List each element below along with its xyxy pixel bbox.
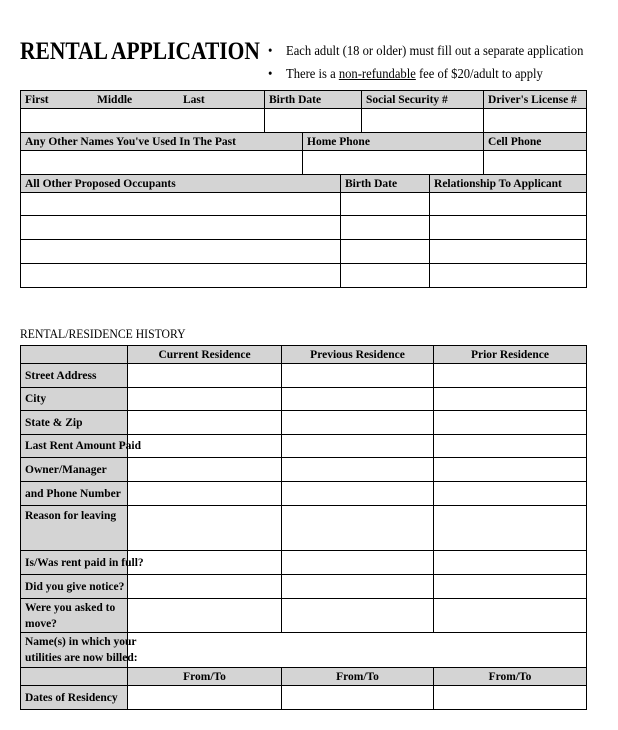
- last-label: Last: [183, 93, 205, 106]
- previous-rent-paid-field[interactable]: [282, 551, 434, 575]
- current-residence-header: Current Residence: [128, 346, 282, 364]
- previous-last-rent-field[interactable]: [282, 435, 434, 458]
- current-asked-field[interactable]: [128, 599, 282, 633]
- current-phone-field[interactable]: [128, 482, 282, 506]
- occupant-birth-date-header: Birth Date: [341, 175, 430, 193]
- from-to-corner: [21, 668, 128, 686]
- occupant-birth-field[interactable]: [341, 240, 430, 264]
- instructions-list: [268, 40, 618, 86]
- bullet-icon: •: [268, 44, 273, 59]
- instruction-emphasis: non-refundable: [338, 67, 416, 82]
- current-rent-paid-field[interactable]: [128, 551, 282, 575]
- previous-dates-field[interactable]: [282, 686, 434, 710]
- occupant-relationship-field[interactable]: [430, 264, 587, 288]
- corner-cell: [21, 346, 128, 364]
- section-title: RENTAL/RESIDENCE HISTORY: [20, 326, 186, 341]
- license-field[interactable]: [484, 109, 587, 133]
- prior-asked-field[interactable]: [434, 599, 587, 633]
- instruction-text: fee of $20/adult to apply: [415, 67, 543, 82]
- current-reason-field[interactable]: [128, 506, 282, 551]
- asked-to-move-line: move?: [25, 617, 57, 630]
- owner-label: Owner/Manager: [21, 458, 128, 482]
- first-label: First: [25, 93, 49, 106]
- current-notice-field[interactable]: [128, 575, 282, 599]
- previous-phone-field[interactable]: [282, 482, 434, 506]
- other-names-field[interactable]: [21, 151, 303, 175]
- current-last-rent-field[interactable]: [128, 435, 282, 458]
- previous-from-to-header: From/To: [282, 668, 434, 686]
- utilities-line: Name(s) in which your: [25, 636, 137, 648]
- middle-label: Middle: [97, 93, 133, 106]
- occupant-birth-field[interactable]: [341, 193, 430, 216]
- license-header: Driver's License #: [484, 91, 587, 109]
- previous-owner-field[interactable]: [282, 458, 434, 482]
- asked-to-move-label: [21, 599, 128, 633]
- current-city-field[interactable]: [128, 388, 282, 411]
- previous-notice-field[interactable]: [282, 575, 434, 599]
- residence-history-table: [20, 345, 587, 710]
- bullet-icon: •: [268, 67, 273, 82]
- occupants-header: All Other Proposed Occupants: [21, 175, 341, 193]
- state-zip-label: State & Zip: [21, 411, 128, 435]
- occupant-relationship-field[interactable]: [430, 193, 587, 216]
- phone-number-label: and Phone Number: [21, 482, 128, 506]
- instruction-item: [268, 63, 583, 86]
- prior-last-rent-field[interactable]: [434, 435, 587, 458]
- prior-phone-field[interactable]: [434, 482, 587, 506]
- prior-street-field[interactable]: [434, 364, 587, 388]
- birth-date-field[interactable]: [265, 109, 362, 133]
- occupant-name-field[interactable]: [21, 193, 341, 216]
- street-label: Street Address: [21, 364, 128, 388]
- prior-notice-field[interactable]: [434, 575, 587, 599]
- utilities-field[interactable]: [128, 633, 587, 668]
- occupant-name-field[interactable]: [21, 240, 341, 264]
- instruction-text: Each adult (18 or older) must fill out a separate application: [286, 44, 584, 59]
- prior-reason-field[interactable]: [434, 506, 587, 551]
- current-dates-field[interactable]: [128, 686, 282, 710]
- current-owner-field[interactable]: [128, 458, 282, 482]
- form-title: RENTAL APPLICATION: [20, 38, 260, 65]
- cell-phone-field[interactable]: [484, 151, 587, 175]
- occupant-birth-field[interactable]: [341, 216, 430, 240]
- prior-state-zip-field[interactable]: [434, 411, 587, 435]
- prior-owner-field[interactable]: [434, 458, 587, 482]
- utilities-line: utilities are now billed:: [25, 652, 138, 664]
- home-phone-field[interactable]: [303, 151, 484, 175]
- utilities-label: [21, 633, 138, 668]
- previous-reason-field[interactable]: [282, 506, 434, 551]
- other-names-header: Any Other Names You've Used In The Past: [21, 133, 303, 151]
- relationship-header: Relationship To Applicant: [430, 175, 587, 193]
- previous-street-field[interactable]: [282, 364, 434, 388]
- prior-residence-header: Prior Residence: [434, 346, 587, 364]
- name-field[interactable]: [21, 109, 265, 133]
- applicant-table: [20, 90, 587, 288]
- prior-from-to-header: From/To: [434, 668, 587, 686]
- previous-city-field[interactable]: [282, 388, 434, 411]
- previous-residence-header: Previous Residence: [282, 346, 434, 364]
- occupant-name-field[interactable]: [21, 264, 341, 288]
- reason-label: Reason for leaving: [21, 506, 128, 551]
- birth-date-header: Birth Date: [265, 91, 362, 109]
- previous-state-zip-field[interactable]: [282, 411, 434, 435]
- instruction-text: There is a: [286, 67, 339, 82]
- cell-phone-header: Cell Phone: [484, 133, 587, 151]
- home-phone-header: Home Phone: [303, 133, 484, 151]
- current-state-zip-field[interactable]: [128, 411, 282, 435]
- instruction-item: [268, 40, 583, 63]
- occupant-relationship-field[interactable]: [430, 216, 587, 240]
- last-rent-label: Last Rent Amount Paid: [21, 435, 128, 458]
- prior-dates-field[interactable]: [434, 686, 587, 710]
- current-street-field[interactable]: [128, 364, 282, 388]
- occupant-birth-field[interactable]: [341, 264, 430, 288]
- dates-label: Dates of Residency: [21, 686, 128, 710]
- ssn-field[interactable]: [362, 109, 484, 133]
- rent-paid-label: Is/Was rent paid in full?: [21, 551, 128, 575]
- previous-asked-field[interactable]: [282, 599, 434, 633]
- prior-city-field[interactable]: [434, 388, 587, 411]
- prior-rent-paid-field[interactable]: [434, 551, 587, 575]
- applicant-name-header: [21, 91, 265, 109]
- city-label: City: [21, 388, 128, 411]
- ssn-header: Social Security #: [362, 91, 484, 109]
- occupant-name-field[interactable]: [21, 216, 341, 240]
- current-from-to-header: From/To: [128, 668, 282, 686]
- asked-to-move-line: Were you asked to: [25, 601, 116, 614]
- occupant-relationship-field[interactable]: [430, 240, 587, 264]
- notice-label: Did you give notice?: [21, 575, 128, 599]
